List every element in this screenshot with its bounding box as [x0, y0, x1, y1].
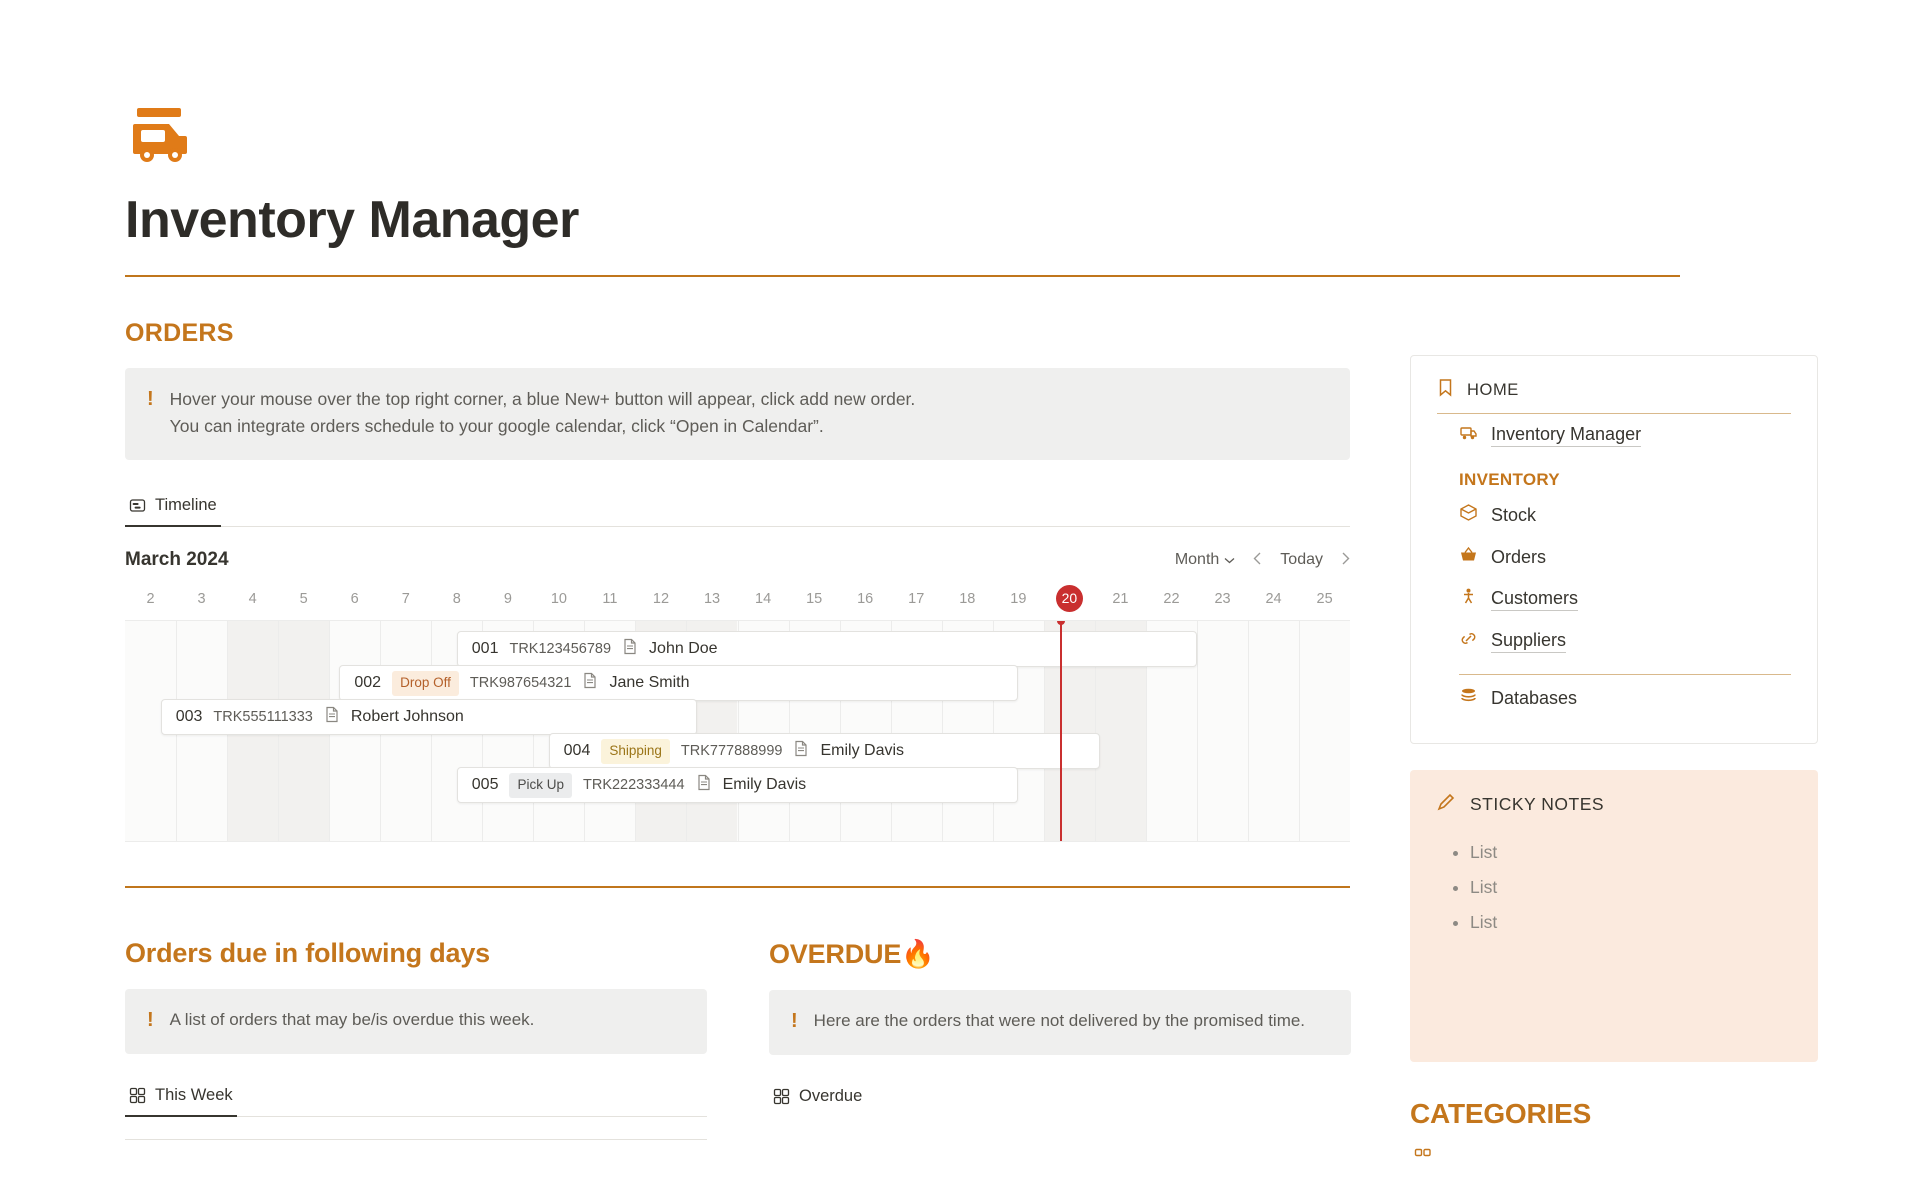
link-icon — [1459, 629, 1478, 653]
inventory-group-label: INVENTORY — [1459, 470, 1560, 489]
next-period-button[interactable] — [1341, 552, 1350, 569]
timeline-order-bar[interactable] — [457, 631, 1197, 667]
order-number: 001 — [471, 640, 499, 658]
exclamation-icon: ! — [147, 388, 154, 411]
tab-this-week[interactable] — [125, 1080, 237, 1117]
gallery-icon — [129, 1087, 146, 1104]
timeline-day: 10 — [550, 590, 567, 607]
sidebar-item-customers-label: Customers — [1491, 588, 1578, 611]
timeline-day: 8 — [452, 590, 461, 607]
timeline-gridline — [1299, 621, 1300, 841]
timeline-order-bar[interactable] — [339, 665, 1018, 701]
timeline-day: 9 — [503, 590, 512, 607]
orders-callout — [125, 368, 1350, 460]
tab-timeline-label: Timeline — [155, 496, 217, 515]
sticky-notes-title: STICKY NOTES — [1470, 794, 1605, 814]
sidebar-item-stock[interactable] — [1437, 494, 1791, 536]
overdue-callout — [769, 990, 1351, 1055]
customer-name: Robert Johnson — [350, 708, 464, 726]
stack-icon — [1459, 686, 1478, 710]
sidebar-item-databases[interactable] — [1437, 677, 1791, 719]
timeline-gridline — [1197, 621, 1198, 841]
sticky-notes-list — [1436, 835, 1792, 940]
gallery-icon — [773, 1088, 790, 1105]
basket-icon — [1459, 545, 1478, 569]
timeline-day: 6 — [350, 590, 359, 607]
timeline-day: 11 — [602, 590, 618, 607]
timeline-view-label: Month — [1174, 551, 1220, 569]
due-soon-section — [125, 938, 707, 1140]
categories-title: CATEGORIES — [1410, 1098, 1592, 1129]
today-button[interactable]: Today — [1280, 551, 1323, 569]
timeline-day: 12 — [652, 590, 670, 607]
timeline-order-bar[interactable] — [161, 699, 697, 735]
bookmark-icon — [1437, 378, 1454, 402]
timeline-controls — [1175, 551, 1350, 569]
right-sidebar — [1410, 355, 1818, 1172]
overdue-section — [769, 938, 1351, 1140]
timeline-day: 2 — [146, 590, 155, 607]
timeline-grid[interactable] — [125, 620, 1350, 842]
sidebar-item-inventory-manager[interactable] — [1437, 414, 1791, 456]
timeline-day: 22 — [1163, 590, 1180, 607]
chevron-down-icon — [1224, 551, 1235, 569]
timeline-order-bar[interactable] — [457, 767, 1018, 803]
timeline-day: 4 — [248, 590, 257, 607]
tab-overdue[interactable] — [769, 1081, 866, 1116]
timeline-gridline — [1248, 621, 1249, 841]
tab-this-week-label: This Week — [155, 1086, 233, 1105]
status-badge: Pick Up — [509, 773, 572, 797]
timeline-divider — [125, 886, 1350, 888]
timeline-icon — [129, 497, 146, 514]
timeline-header — [125, 549, 1350, 571]
pen-icon — [1436, 792, 1456, 817]
box-icon — [1459, 503, 1478, 527]
document-icon — [324, 706, 340, 728]
timeline-day: 19 — [1010, 590, 1027, 607]
exclamation-icon: ! — [791, 1010, 798, 1033]
home-header — [1437, 378, 1791, 414]
timeline-day: 15 — [806, 590, 823, 607]
orders-callout-line2: You can integrate orders schedule to your google calendar, click “Open in Calendar”. — [169, 416, 824, 437]
sidebar-item-orders-label: Orders — [1491, 546, 1547, 567]
home-label: HOME — [1467, 380, 1519, 399]
categories-icon — [1410, 1148, 1818, 1172]
due-soon-title: Orders due in following days — [125, 938, 490, 969]
timeline-order-bar[interactable] — [549, 733, 1100, 769]
status-badge: Shipping — [601, 739, 670, 763]
sticky-notes-header — [1436, 792, 1792, 817]
list-item[interactable]: • List — [1470, 905, 1792, 940]
customer-name: Emily Davis — [722, 776, 807, 794]
due-soon-tabbar — [125, 1080, 707, 1117]
orders-section-title: ORDERS — [125, 319, 234, 348]
timeline-month: March 2024 — [125, 549, 229, 571]
timeline-day: 7 — [401, 590, 410, 607]
due-soon-callout — [125, 989, 707, 1054]
timeline-day: 13 — [703, 590, 721, 607]
truck-icon — [125, 100, 195, 170]
timeline-day: 3 — [197, 590, 206, 607]
timeline-day: 25 — [1316, 590, 1333, 607]
timeline-day: 23 — [1214, 590, 1231, 607]
document-icon — [582, 672, 598, 694]
truck-small-icon — [1459, 423, 1478, 447]
document-icon — [622, 638, 638, 660]
timeline-day: 5 — [299, 590, 308, 607]
title-divider — [125, 275, 1680, 277]
timeline-day: 16 — [857, 590, 874, 607]
sidebar-item-orders[interactable] — [1437, 536, 1791, 578]
tracking-number: TRK222333444 — [582, 777, 685, 794]
timeline-day: 14 — [755, 590, 772, 607]
nav-card — [1410, 355, 1818, 744]
prev-period-button[interactable] — [1253, 552, 1262, 569]
order-number: 003 — [175, 708, 203, 726]
overdue-callout-text: Here are the orders that were not delivered by the promised time. — [813, 1011, 1306, 1031]
sidebar-item-inventory-manager-label: Inventory Manager — [1491, 424, 1641, 447]
timeline-view-select[interactable] — [1175, 551, 1235, 569]
sticky-notes-card — [1410, 770, 1818, 1062]
tracking-number: TRK555111333 — [213, 709, 313, 726]
orders-callout-line1: Hover your mouse over the top right corner, a blue New+ button will appear, click add new order. — [169, 389, 916, 410]
document-icon — [793, 740, 809, 762]
tab-timeline[interactable] — [125, 490, 221, 527]
order-number: 005 — [471, 776, 499, 794]
sidebar-item-customers[interactable] — [1437, 578, 1791, 620]
main-content — [125, 100, 1355, 1140]
timeline-day: 17 — [908, 590, 925, 607]
timeline-day: 24 — [1265, 590, 1282, 607]
tracking-number: TRK123456789 — [509, 641, 612, 658]
sidebar-item-suppliers[interactable] — [1437, 620, 1791, 662]
order-number: 004 — [563, 742, 591, 760]
bottom-sections — [125, 938, 1355, 1140]
due-soon-rule — [125, 1139, 707, 1140]
timeline-day: 18 — [959, 590, 976, 607]
timeline-day: 21 — [1112, 590, 1129, 607]
timeline-day-ruler — [125, 585, 1350, 612]
list-item[interactable]: • List — [1470, 835, 1792, 870]
due-soon-callout-text: A list of orders that may be/is overdue this week. — [169, 1010, 535, 1030]
exclamation-icon: ! — [147, 1009, 154, 1032]
orders-tabbar — [125, 490, 1350, 527]
tab-overdue-label: Overdue — [799, 1087, 863, 1106]
status-badge: Drop Off — [392, 671, 459, 695]
list-item[interactable]: • List — [1470, 870, 1792, 905]
timeline-today-marker: 20 — [1044, 585, 1095, 612]
order-number: 002 — [354, 674, 382, 692]
tracking-number: TRK777888999 — [680, 743, 783, 760]
customer-name: Jane Smith — [609, 674, 690, 692]
overdue-title: OVERDUE🔥 — [769, 939, 935, 970]
sidebar-divider — [1459, 674, 1791, 675]
tracking-number: TRK987654321 — [469, 675, 572, 692]
sidebar-item-stock-label: Stock — [1491, 504, 1537, 525]
sidebar-item-suppliers-label: Suppliers — [1491, 630, 1566, 653]
overdue-tabbar — [769, 1081, 1351, 1115]
person-icon — [1459, 587, 1478, 611]
today-indicator-line — [1060, 621, 1062, 841]
document-icon — [696, 774, 712, 796]
customer-name: John Doe — [649, 640, 718, 658]
sidebar-item-databases-label: Databases — [1491, 687, 1578, 708]
customer-name: Emily Davis — [820, 742, 905, 760]
page-title: Inventory Manager — [125, 191, 579, 249]
